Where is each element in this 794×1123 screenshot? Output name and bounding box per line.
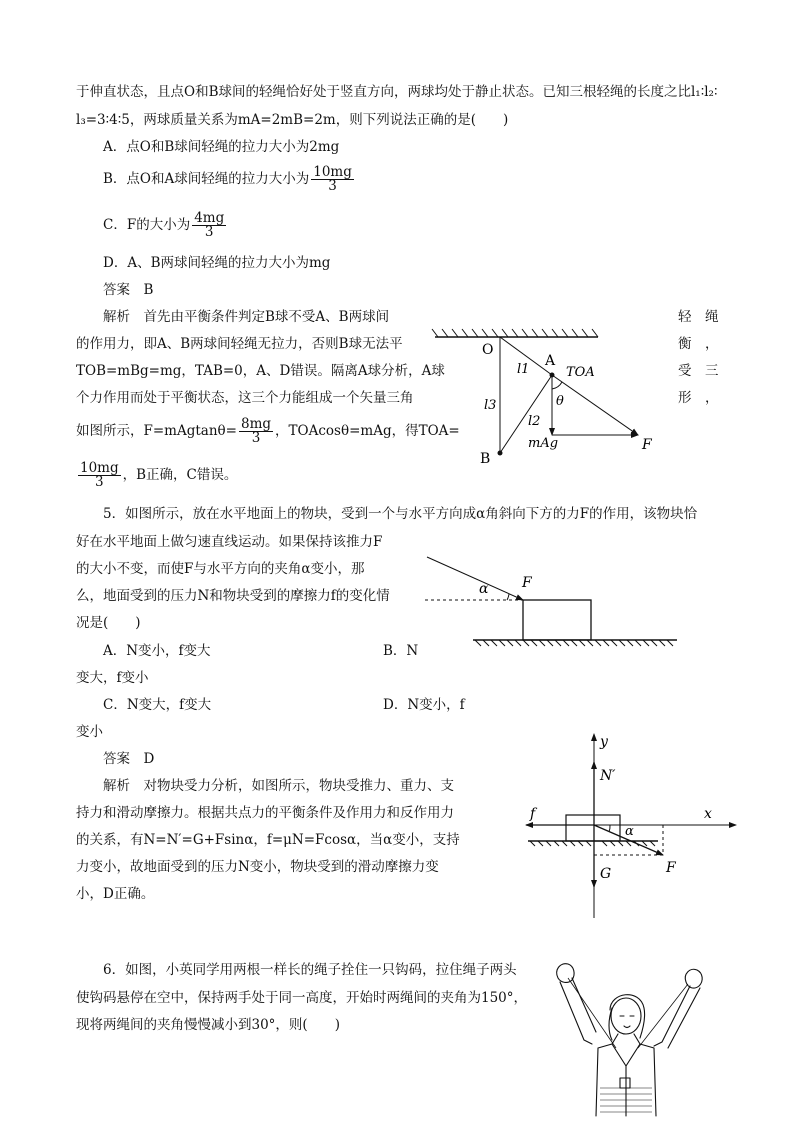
label-f: F	[642, 437, 652, 453]
ball-b	[498, 451, 503, 456]
q4-explanation-line6-suffix: ，B正确，C错误。	[122, 467, 238, 483]
push-force-f	[427, 557, 523, 600]
block	[566, 815, 620, 841]
block	[523, 600, 591, 640]
q4-explanation-line5-numerator: 8mg	[240, 416, 272, 432]
label-o: O	[482, 342, 494, 358]
q4-answer: 答案 B	[103, 282, 154, 298]
q4-explanation-line4-tail: 形 ，	[678, 390, 719, 406]
q4-option-b	[103, 166, 356, 193]
label-x: x	[704, 806, 712, 822]
theta-arc	[552, 382, 562, 389]
q4-explanation-line1: 解析 首先由平衡条件判定B球不受A、B两球间	[103, 309, 390, 325]
q4-option-b-text: B．点O和A球间轻绳的拉力大小为	[103, 171, 310, 187]
q4-force-diagram	[430, 325, 675, 475]
left-fist	[557, 964, 574, 983]
q5-explanation-line3: 的关系，有N=N′=G+Fsinα，f=μN=Fcosα，当α变小，支持	[76, 832, 460, 848]
q4-option-c-text: C．F的大小为	[103, 217, 191, 233]
q4-stem-line2: l₃=3∶4∶5，两球质量关系为mA=2mB=2m，则下列说法正确的是( )	[76, 112, 509, 128]
q4-stem-line1: 于伸直状态，且点O和B球间的轻绳恰好处于竖直方向，两球均处于静止状态。已知三根轻绳的长度之比l₁∶l₂∶	[76, 84, 718, 100]
label-f-friction: f	[530, 806, 536, 822]
q4-explanation-line3: TOB=mBg=mg，TAB=0，A、D错误。隔离A球分析，A球	[76, 363, 445, 379]
q4-explanation-line6-fraction	[78, 462, 121, 489]
label-mag: mAg	[528, 436, 559, 451]
q4-explanation-line2-tail: 衡 ，	[678, 336, 719, 352]
label-f: F	[522, 575, 532, 591]
q5-stem-line4: 么，地面受到的压力N和物块受到的摩擦力f的变化情	[76, 588, 390, 604]
q5-explanation-line1: 解析 对物块受力分析，如图所示，物块受推力、重力、支	[103, 778, 454, 794]
q6-stem-line2: 使钩码悬停在空中，保持两手处于同一高度，开始时两绳间的夹角为150°，	[76, 990, 528, 1006]
q4-option-c-numerator: 4mg	[194, 210, 225, 226]
q5-block-diagram	[415, 525, 680, 650]
q5-option-d: D．N变小，f	[383, 697, 465, 713]
label-alpha: α	[625, 824, 634, 839]
hair	[609, 995, 645, 1040]
q4-explanation-line6-numerator: 10mg	[80, 460, 119, 476]
right-arm	[654, 986, 700, 1048]
q4-option-b-denominator: 3	[328, 178, 337, 194]
alpha-arc	[507, 594, 509, 600]
q5-explanation-line5: 小，D正确。	[76, 886, 155, 902]
ball-a	[550, 373, 555, 378]
q5-free-body-diagram	[478, 722, 746, 922]
q4-explanation-line5	[76, 418, 460, 445]
q5-stem-line3: 的大小不变，而使F与水平方向的夹角α变小，那	[76, 561, 365, 577]
q5-explanation-line4: 力变小，故地面受到的压力N变小，物块受到的滑动摩擦力变	[76, 859, 439, 875]
q4-explanation-line3-tail: 受 三	[678, 363, 719, 379]
label-l2: l2	[528, 414, 541, 429]
label-toa: TOA	[566, 365, 595, 380]
q6-stem-line3: 现将两绳间的夹角慢慢减小到30°，则( )	[76, 1017, 340, 1033]
q5-stem-line1: 5．如图所示，放在水平地面上的物块，受到一个与水平方向成α角斜向下方的力F的作用，该物块恰	[103, 506, 698, 522]
q4-explanation-line2: 的作用力，即A、B两球间轻绳无拉力，否则B球无法平	[76, 336, 403, 352]
label-g: G	[600, 866, 612, 882]
q4-explanation-line5-denominator: 3	[251, 430, 261, 446]
ceiling	[432, 329, 598, 337]
head	[611, 998, 641, 1034]
q4-explanation-line5-text: 如图所示，F=mAgtanθ=	[76, 423, 237, 439]
label-theta: θ	[556, 394, 564, 409]
q4-option-d: D．A、B两球间轻绳的拉力大小为mg	[103, 255, 331, 271]
q4-explanation-line5-fraction	[239, 418, 273, 445]
ground	[473, 640, 677, 646]
q4-explanation-line1-tail: 轻 绳	[678, 309, 719, 325]
q5-explanation-line2: 持力和滑动摩擦力。根据共点力的平衡条件及作用力和反作用力	[76, 805, 454, 821]
label-f-push: F	[666, 860, 676, 876]
ground	[528, 841, 658, 846]
q4-option-c-fraction	[192, 212, 226, 239]
label-alpha: α	[479, 581, 489, 597]
label-l1: l1	[517, 362, 530, 377]
tension-vector-toa	[552, 375, 638, 435]
q5-option-b: B．N	[383, 643, 419, 659]
label-l3: l3	[484, 398, 497, 413]
face	[620, 1016, 634, 1028]
label-y: y	[600, 734, 608, 750]
q4-explanation-line6-denominator: 3	[95, 474, 104, 490]
q4-explanation-line6	[76, 462, 237, 489]
alpha-arc	[609, 825, 610, 832]
q4-option-b-fraction	[311, 166, 354, 193]
label-b: B	[480, 451, 491, 467]
q5-answer: 答案 D	[103, 751, 155, 767]
q5-stem-line2: 好在水平地面上做匀速直线运动。如果保持该推力F	[76, 534, 383, 550]
q5-option-a: A．N变小，f变大	[103, 643, 211, 659]
label-a: A	[545, 353, 556, 369]
right-fist	[685, 969, 702, 988]
q5-option-d-continued: 变小	[76, 724, 103, 740]
q4-option-c	[103, 212, 228, 239]
q4-option-b-numerator: 10mg	[313, 164, 352, 180]
girl-holding-ropes-illustration	[540, 948, 715, 1118]
q4-explanation-line5-suffix: ，TOAcosθ=mAg，得TOA=	[275, 423, 460, 439]
collar	[612, 1044, 640, 1116]
q4-explanation-line4: 个力作用而处于平衡状态，这三个力能组成一个矢量三角	[76, 390, 414, 406]
q5-stem-line5: 况是( )	[76, 615, 141, 631]
q4-option-a: A．点O和B球间轻绳的拉力大小为2mg	[103, 139, 340, 155]
q4-option-c-denominator: 3	[204, 224, 214, 240]
q5-option-c: C．N变大，f变大	[103, 697, 212, 713]
label-n-prime: N′	[600, 768, 616, 784]
q5-option-b-continued: 变大，f变小	[76, 670, 149, 686]
q6-stem-line1: 6．如图，小英同学用两根一样长的绳子拴住一只钩码，拉住绳子两头	[103, 962, 517, 978]
badge	[620, 1078, 630, 1088]
ropes	[568, 978, 688, 1048]
